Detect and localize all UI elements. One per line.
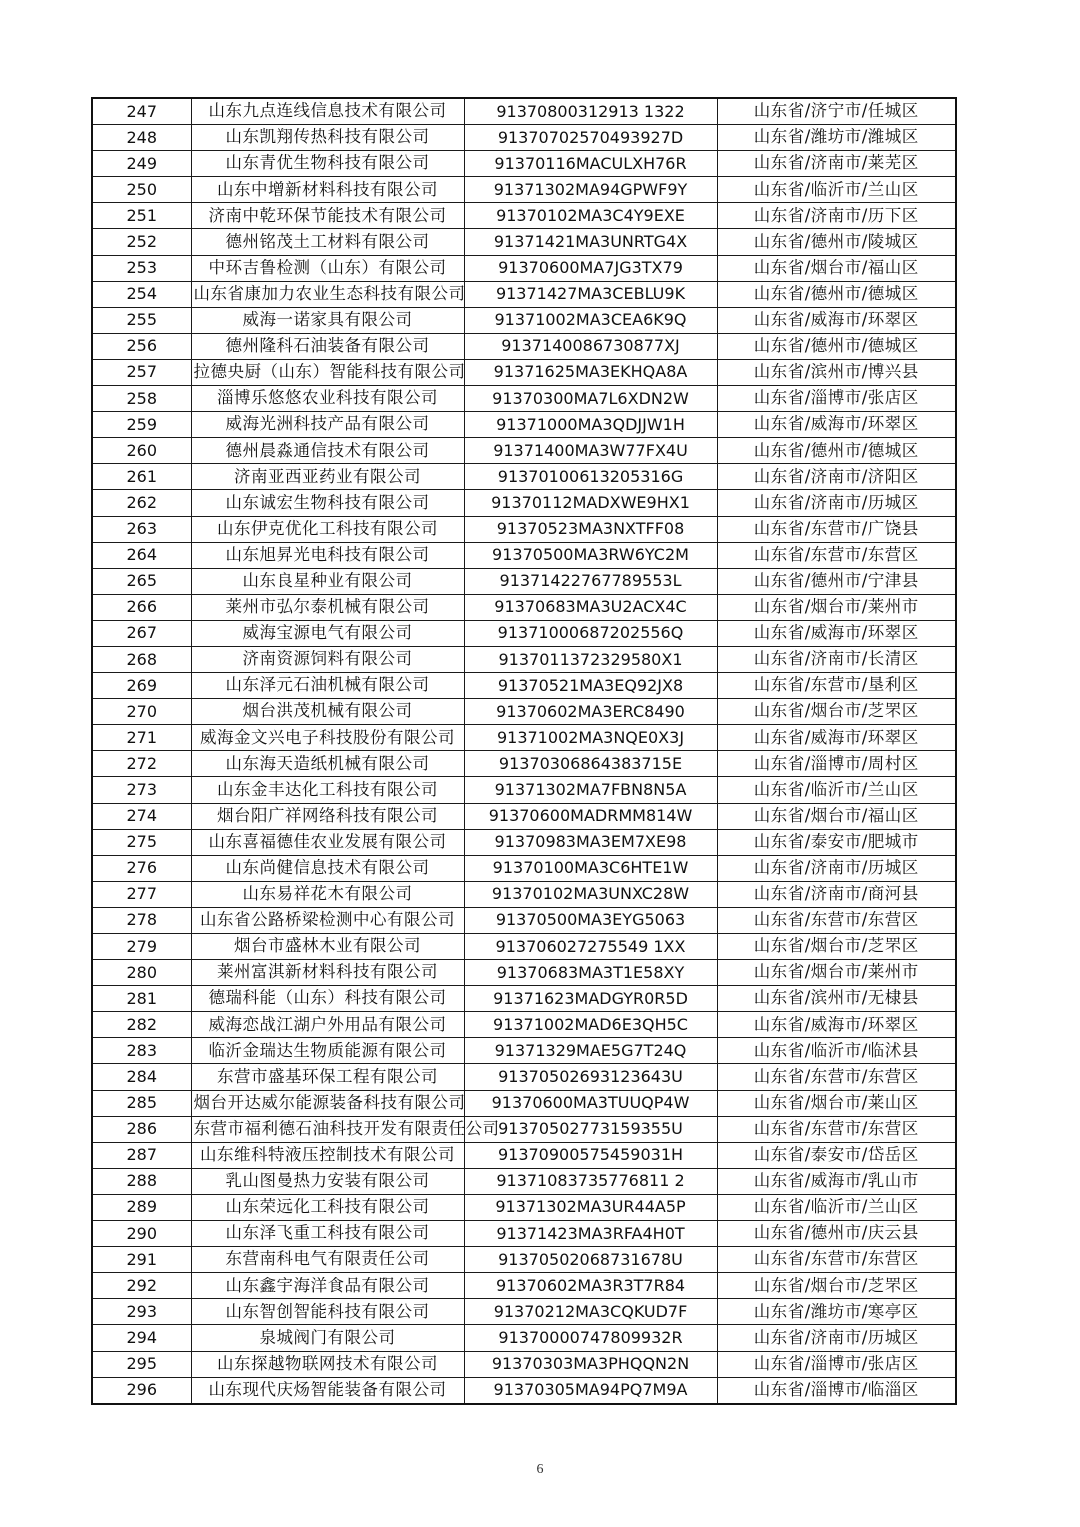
row-number-cell: 269 bbox=[92, 673, 191, 699]
credit-code-cell: 91371302MA3UR44A5P bbox=[464, 1194, 717, 1220]
table-row bbox=[92, 1038, 956, 1064]
credit-code-cell: 91370523MA3NXTFF08 bbox=[464, 516, 717, 542]
table-body bbox=[92, 98, 956, 1404]
row-number-cell: 250 bbox=[92, 177, 191, 203]
company-name-cell: 威海宝源电气有限公司 bbox=[191, 620, 464, 646]
credit-code-cell: 91371002MA3CEA6K9Q bbox=[464, 307, 717, 333]
region-cell: 山东省/烟台市/莱山区 bbox=[717, 1090, 956, 1116]
table-row bbox=[92, 281, 956, 307]
row-number-cell: 292 bbox=[92, 1273, 191, 1299]
credit-code-cell: 91370602MA3R3T7R84 bbox=[464, 1273, 717, 1299]
region-cell: 山东省/威海市/环翠区 bbox=[717, 1012, 956, 1038]
row-number-cell: 295 bbox=[92, 1351, 191, 1377]
company-name-cell: 山东智创智能科技有限公司 bbox=[191, 1299, 464, 1325]
row-number-cell: 291 bbox=[92, 1247, 191, 1273]
credit-code-cell: 91370983MA3EM7XE98 bbox=[464, 829, 717, 855]
credit-code-cell: 91371083735776811 2 bbox=[464, 1168, 717, 1194]
credit-code-cell: 91370500MA3RW6YC2M bbox=[464, 542, 717, 568]
row-number-cell: 270 bbox=[92, 699, 191, 725]
company-name-cell: 德瑞科能（山东）科技有限公司 bbox=[191, 986, 464, 1012]
row-number-cell: 284 bbox=[92, 1064, 191, 1090]
table-row bbox=[92, 333, 956, 359]
credit-code-cell: 913706027275549 1XX bbox=[464, 934, 717, 960]
credit-code-cell: 91370702570493927D bbox=[464, 125, 717, 151]
row-number-cell: 251 bbox=[92, 203, 191, 229]
credit-code-cell: 91370306864383715E bbox=[464, 751, 717, 777]
region-cell: 山东省/德州市/德城区 bbox=[717, 438, 956, 464]
region-cell: 山东省/淄博市/张店区 bbox=[717, 386, 956, 412]
credit-code-cell: 91371002MA3NQE0X3J bbox=[464, 725, 717, 751]
table-row bbox=[92, 412, 956, 438]
row-number-cell: 257 bbox=[92, 359, 191, 385]
company-name-cell: 山东泽元石油机械有限公司 bbox=[191, 673, 464, 699]
table-row bbox=[92, 725, 956, 751]
table-row bbox=[92, 464, 956, 490]
table-row bbox=[92, 673, 956, 699]
row-number-cell: 264 bbox=[92, 542, 191, 568]
table-row bbox=[92, 1377, 956, 1404]
company-name-cell: 烟台开达威尔能源装备科技有限公司 bbox=[191, 1090, 464, 1116]
region-cell: 山东省/东营市/广饶县 bbox=[717, 516, 956, 542]
company-name-cell: 中环吉鲁检测（山东）有限公司 bbox=[191, 255, 464, 281]
row-number-cell: 261 bbox=[92, 464, 191, 490]
company-name-cell: 东营南科电气有限责任公司 bbox=[191, 1247, 464, 1273]
table-row bbox=[92, 568, 956, 594]
company-name-cell: 德州晨淼通信技术有限公司 bbox=[191, 438, 464, 464]
region-cell: 山东省/德州市/陵城区 bbox=[717, 229, 956, 255]
region-cell: 山东省/烟台市/福山区 bbox=[717, 803, 956, 829]
region-cell: 山东省/烟台市/福山区 bbox=[717, 255, 956, 281]
region-cell: 山东省/东营市/垦利区 bbox=[717, 673, 956, 699]
table-row bbox=[92, 751, 956, 777]
table-row bbox=[92, 620, 956, 646]
region-cell: 山东省/德州市/庆云县 bbox=[717, 1221, 956, 1247]
credit-code-cell: 91371002MAD6E3QH5C bbox=[464, 1012, 717, 1038]
table-row bbox=[92, 386, 956, 412]
company-name-cell: 威海光洲科技产品有限公司 bbox=[191, 412, 464, 438]
company-name-cell: 威海金文兴电子科技股份有限公司 bbox=[191, 725, 464, 751]
company-name-cell: 烟台市盛林木业有限公司 bbox=[191, 934, 464, 960]
credit-code-cell: 91370683MA3U2ACX4C bbox=[464, 594, 717, 620]
row-number-cell: 258 bbox=[92, 386, 191, 412]
region-cell: 山东省/泰安市/岱岳区 bbox=[717, 1142, 956, 1168]
company-name-cell: 山东易祥花木有限公司 bbox=[191, 881, 464, 907]
company-name-cell: 临沂金瑞达生物质能源有限公司 bbox=[191, 1038, 464, 1064]
row-number-cell: 276 bbox=[92, 855, 191, 881]
table-row bbox=[92, 1168, 956, 1194]
credit-code-cell: 91371000687202556Q bbox=[464, 620, 717, 646]
table-row bbox=[92, 1273, 956, 1299]
company-name-cell: 山东荣远化工科技有限公司 bbox=[191, 1194, 464, 1220]
row-number-cell: 287 bbox=[92, 1142, 191, 1168]
company-name-cell: 山东喜福德佳农业发展有限公司 bbox=[191, 829, 464, 855]
credit-code-cell: 91370116MACULXH76R bbox=[464, 151, 717, 177]
table-row bbox=[92, 307, 956, 333]
credit-code-cell: 91370100613205316G bbox=[464, 464, 717, 490]
region-cell: 山东省/潍坊市/寒亭区 bbox=[717, 1299, 956, 1325]
table-row bbox=[92, 646, 956, 672]
table-row bbox=[92, 960, 956, 986]
row-number-cell: 285 bbox=[92, 1090, 191, 1116]
company-name-cell: 东营市福利德石油科技开发有限责任公司 bbox=[191, 1116, 464, 1142]
table-row bbox=[92, 229, 956, 255]
region-cell: 山东省/济南市/莱芜区 bbox=[717, 151, 956, 177]
table-row bbox=[92, 1116, 956, 1142]
region-cell: 山东省/东营市/东营区 bbox=[717, 542, 956, 568]
table-row bbox=[92, 255, 956, 281]
row-number-cell: 273 bbox=[92, 777, 191, 803]
credit-code-cell: 91370102MA3UNXC28W bbox=[464, 881, 717, 907]
region-cell: 山东省/济南市/历下区 bbox=[717, 203, 956, 229]
company-name-cell: 泉城阀门有限公司 bbox=[191, 1325, 464, 1351]
row-number-cell: 265 bbox=[92, 568, 191, 594]
row-number-cell: 256 bbox=[92, 333, 191, 359]
company-name-cell: 山东良星种业有限公司 bbox=[191, 568, 464, 594]
credit-code-cell: 91371427MA3CEBLU9K bbox=[464, 281, 717, 307]
region-cell: 山东省/淄博市/临淄区 bbox=[717, 1377, 956, 1404]
credit-code-cell: 91370502693123643U bbox=[464, 1064, 717, 1090]
table-row bbox=[92, 125, 956, 151]
region-cell: 山东省/济南市/历城区 bbox=[717, 1325, 956, 1351]
row-number-cell: 294 bbox=[92, 1325, 191, 1351]
company-name-cell: 淄博乐悠悠农业科技有限公司 bbox=[191, 386, 464, 412]
region-cell: 山东省/德州市/德城区 bbox=[717, 333, 956, 359]
credit-code-cell: 91371625MA3EKHQA8A bbox=[464, 359, 717, 385]
credit-code-cell: 91370600MA7JG3TX79 bbox=[464, 255, 717, 281]
row-number-cell: 271 bbox=[92, 725, 191, 751]
row-number-cell: 283 bbox=[92, 1038, 191, 1064]
row-number-cell: 247 bbox=[92, 98, 191, 125]
credit-code-cell: 91370502773159355U bbox=[464, 1116, 717, 1142]
credit-code-cell: 91370212MA3CQKUD7F bbox=[464, 1299, 717, 1325]
row-number-cell: 259 bbox=[92, 412, 191, 438]
credit-code-cell: 91371329MAE5G7T24Q bbox=[464, 1038, 717, 1064]
company-name-cell: 山东金丰达化工科技有限公司 bbox=[191, 777, 464, 803]
row-number-cell: 275 bbox=[92, 829, 191, 855]
region-cell: 山东省/济南市/历城区 bbox=[717, 490, 956, 516]
credit-code-cell: 91370800312913 1322 bbox=[464, 98, 717, 125]
table-row bbox=[92, 881, 956, 907]
company-name-cell: 山东中增新材料科技有限公司 bbox=[191, 177, 464, 203]
region-cell: 山东省/东营市/东营区 bbox=[717, 907, 956, 933]
company-name-cell: 山东海天造纸机械有限公司 bbox=[191, 751, 464, 777]
company-name-cell: 济南中乾环保节能技术有限公司 bbox=[191, 203, 464, 229]
credit-code-cell: 91371623MADGYR0R5D bbox=[464, 986, 717, 1012]
credit-code-cell: 91371000MA3QDJJW1H bbox=[464, 412, 717, 438]
table-row bbox=[92, 177, 956, 203]
table-row bbox=[92, 699, 956, 725]
table-row bbox=[92, 1299, 956, 1325]
company-name-cell: 拉德央厨（山东）智能科技有限公司 bbox=[191, 359, 464, 385]
region-cell: 山东省/德州市/德城区 bbox=[717, 281, 956, 307]
company-name-cell: 德州铭茂土工材料有限公司 bbox=[191, 229, 464, 255]
credit-code-cell: 91371302MA94GPWF9Y bbox=[464, 177, 717, 203]
table-row bbox=[92, 1012, 956, 1038]
company-name-cell: 山东省公路桥梁检测中心有限公司 bbox=[191, 907, 464, 933]
row-number-cell: 280 bbox=[92, 960, 191, 986]
region-cell: 山东省/淄博市/张店区 bbox=[717, 1351, 956, 1377]
credit-code-cell: 91370500MA3EYG5063 bbox=[464, 907, 717, 933]
region-cell: 山东省/济南市/历城区 bbox=[717, 855, 956, 881]
table-row bbox=[92, 855, 956, 881]
region-cell: 山东省/威海市/环翠区 bbox=[717, 307, 956, 333]
region-cell: 山东省/威海市/乳山市 bbox=[717, 1168, 956, 1194]
table-row bbox=[92, 1064, 956, 1090]
credit-code-cell: 91371422767789553L bbox=[464, 568, 717, 594]
table-row bbox=[92, 151, 956, 177]
credit-code-cell: 91370000747809932R bbox=[464, 1325, 717, 1351]
company-name-cell: 山东伊克优化工科技有限公司 bbox=[191, 516, 464, 542]
region-cell: 山东省/烟台市/芝罘区 bbox=[717, 699, 956, 725]
credit-code-cell: 9137011372329580X1 bbox=[464, 646, 717, 672]
region-cell: 山东省/淄博市/周村区 bbox=[717, 751, 956, 777]
credit-code-cell: 91370600MADRMM814W bbox=[464, 803, 717, 829]
table-row bbox=[92, 934, 956, 960]
region-cell: 山东省/威海市/环翠区 bbox=[717, 412, 956, 438]
credit-code-cell: 91370502068731678U bbox=[464, 1247, 717, 1273]
table-row bbox=[92, 1351, 956, 1377]
company-name-cell: 济南资源饲料有限公司 bbox=[191, 646, 464, 672]
company-name-cell: 山东诚宏生物科技有限公司 bbox=[191, 490, 464, 516]
table-row bbox=[92, 1247, 956, 1273]
table-row bbox=[92, 1194, 956, 1220]
row-number-cell: 260 bbox=[92, 438, 191, 464]
credit-code-cell: 91370602MA3ERC8490 bbox=[464, 699, 717, 725]
table-row bbox=[92, 203, 956, 229]
region-cell: 山东省/东营市/东营区 bbox=[717, 1247, 956, 1273]
credit-code-cell: 91370303MA3PHQQN2N bbox=[464, 1351, 717, 1377]
company-name-cell: 东营市盛基环保工程有限公司 bbox=[191, 1064, 464, 1090]
credit-code-cell: 91370102MA3C4Y9EXE bbox=[464, 203, 717, 229]
company-name-cell: 山东青优生物科技有限公司 bbox=[191, 151, 464, 177]
row-number-cell: 248 bbox=[92, 125, 191, 151]
company-name-cell: 威海恋战江湖户外用品有限公司 bbox=[191, 1012, 464, 1038]
row-number-cell: 277 bbox=[92, 881, 191, 907]
credit-code-cell: 91370683MA3T1E58XY bbox=[464, 960, 717, 986]
credit-code-cell: 91370100MA3C6HTE1W bbox=[464, 855, 717, 881]
row-number-cell: 266 bbox=[92, 594, 191, 620]
region-cell: 山东省/威海市/环翠区 bbox=[717, 620, 956, 646]
company-name-cell: 山东旭昇光电科技有限公司 bbox=[191, 542, 464, 568]
region-cell: 山东省/威海市/环翠区 bbox=[717, 725, 956, 751]
company-name-cell: 山东鑫宇海洋食品有限公司 bbox=[191, 1273, 464, 1299]
region-cell: 山东省/烟台市/芝罘区 bbox=[717, 934, 956, 960]
table-row bbox=[92, 1221, 956, 1247]
row-number-cell: 278 bbox=[92, 907, 191, 933]
row-number-cell: 272 bbox=[92, 751, 191, 777]
region-cell: 山东省/临沂市/临沭县 bbox=[717, 1038, 956, 1064]
company-name-cell: 山东省康加力农业生态科技有限公司 bbox=[191, 281, 464, 307]
row-number-cell: 282 bbox=[92, 1012, 191, 1038]
region-cell: 山东省/潍坊市/潍城区 bbox=[717, 125, 956, 151]
region-cell: 山东省/东营市/东营区 bbox=[717, 1064, 956, 1090]
company-name-cell: 威海一诺家具有限公司 bbox=[191, 307, 464, 333]
credit-code-cell: 91371302MA7FBN8N5A bbox=[464, 777, 717, 803]
region-cell: 山东省/烟台市/芝罘区 bbox=[717, 1273, 956, 1299]
row-number-cell: 268 bbox=[92, 646, 191, 672]
table-row bbox=[92, 490, 956, 516]
region-cell: 山东省/德州市/宁津县 bbox=[717, 568, 956, 594]
row-number-cell: 293 bbox=[92, 1299, 191, 1325]
row-number-cell: 288 bbox=[92, 1168, 191, 1194]
table-row bbox=[92, 1325, 956, 1351]
table-row bbox=[92, 1142, 956, 1168]
table-row bbox=[92, 829, 956, 855]
row-number-cell: 289 bbox=[92, 1194, 191, 1220]
row-number-cell: 254 bbox=[92, 281, 191, 307]
credit-code-cell: 91371423MA3RFA4H0T bbox=[464, 1221, 717, 1247]
page-number: 6 bbox=[536, 1462, 544, 1477]
table-row bbox=[92, 907, 956, 933]
table-row bbox=[92, 777, 956, 803]
company-name-cell: 山东泽飞重工科技有限公司 bbox=[191, 1221, 464, 1247]
region-cell: 山东省/滨州市/无棣县 bbox=[717, 986, 956, 1012]
company-name-cell: 山东尚健信息技术有限公司 bbox=[191, 855, 464, 881]
company-name-cell: 山东现代庆炀智能装备有限公司 bbox=[191, 1377, 464, 1404]
row-number-cell: 262 bbox=[92, 490, 191, 516]
region-cell: 山东省/济南市/济阳区 bbox=[717, 464, 956, 490]
table-row bbox=[92, 1090, 956, 1116]
table-row bbox=[92, 986, 956, 1012]
row-number-cell: 249 bbox=[92, 151, 191, 177]
region-cell: 山东省/烟台市/莱州市 bbox=[717, 960, 956, 986]
region-cell: 山东省/济宁市/任城区 bbox=[717, 98, 956, 125]
region-cell: 山东省/烟台市/莱州市 bbox=[717, 594, 956, 620]
row-number-cell: 274 bbox=[92, 803, 191, 829]
company-name-cell: 山东探越物联网技术有限公司 bbox=[191, 1351, 464, 1377]
table-row bbox=[92, 542, 956, 568]
row-number-cell: 253 bbox=[92, 255, 191, 281]
table-row bbox=[92, 98, 956, 125]
region-cell: 山东省/东营市/东营区 bbox=[717, 1116, 956, 1142]
company-name-cell: 乳山图曼热力安装有限公司 bbox=[191, 1168, 464, 1194]
row-number-cell: 267 bbox=[92, 620, 191, 646]
credit-code-cell: 91371400MA3W77FX4U bbox=[464, 438, 717, 464]
company-name-cell: 济南亚西亚药业有限公司 bbox=[191, 464, 464, 490]
row-number-cell: 281 bbox=[92, 986, 191, 1012]
company-name-cell: 烟台洪茂机械有限公司 bbox=[191, 699, 464, 725]
table-row bbox=[92, 803, 956, 829]
company-name-cell: 山东凯翔传热科技有限公司 bbox=[191, 125, 464, 151]
region-cell: 山东省/滨州市/博兴县 bbox=[717, 359, 956, 385]
row-number-cell: 252 bbox=[92, 229, 191, 255]
region-cell: 山东省/临沂市/兰山区 bbox=[717, 777, 956, 803]
credit-code-cell: 91370521MA3EQ92JX8 bbox=[464, 673, 717, 699]
credit-code-cell: 91370300MA7L6XDN2W bbox=[464, 386, 717, 412]
region-cell: 山东省/济南市/商河县 bbox=[717, 881, 956, 907]
row-number-cell: 290 bbox=[92, 1221, 191, 1247]
row-number-cell: 286 bbox=[92, 1116, 191, 1142]
credit-code-cell: 91370305MA94PQ7M9A bbox=[464, 1377, 717, 1404]
credit-code-cell: 91371421MA3UNRTG4X bbox=[464, 229, 717, 255]
row-number-cell: 255 bbox=[92, 307, 191, 333]
table-row bbox=[92, 438, 956, 464]
row-number-cell: 279 bbox=[92, 934, 191, 960]
table-row bbox=[92, 516, 956, 542]
company-name-cell: 烟台阳广祥网络科技有限公司 bbox=[191, 803, 464, 829]
region-cell: 山东省/临沂市/兰山区 bbox=[717, 177, 956, 203]
company-name-cell: 莱州富淇新材料科技有限公司 bbox=[191, 960, 464, 986]
credit-code-cell: 91370112MADXWE9HX1 bbox=[464, 490, 717, 516]
company-name-cell: 德州隆科石油装备有限公司 bbox=[191, 333, 464, 359]
row-number-cell: 296 bbox=[92, 1377, 191, 1404]
row-number-cell: 263 bbox=[92, 516, 191, 542]
credit-code-cell: 91370900575459031H bbox=[464, 1142, 717, 1168]
company-name-cell: 山东九点连线信息技术有限公司 bbox=[191, 98, 464, 125]
company-name-cell: 山东维科特液压控制技术有限公司 bbox=[191, 1142, 464, 1168]
table-row bbox=[92, 594, 956, 620]
region-cell: 山东省/济南市/长清区 bbox=[717, 646, 956, 672]
company-table bbox=[91, 97, 957, 1405]
table-row bbox=[92, 359, 956, 385]
credit-code-cell: 91370600MA3TUUQP4W bbox=[464, 1090, 717, 1116]
credit-code-cell: 9137140086730877XJ bbox=[464, 333, 717, 359]
region-cell: 山东省/临沂市/兰山区 bbox=[717, 1194, 956, 1220]
company-name-cell: 莱州市弘尔泰机械有限公司 bbox=[191, 594, 464, 620]
region-cell: 山东省/泰安市/肥城市 bbox=[717, 829, 956, 855]
